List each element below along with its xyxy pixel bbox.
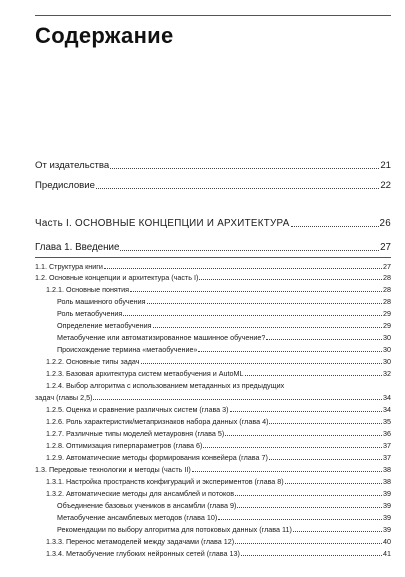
toc-entry-1-2-4[interactable] <box>46 381 391 390</box>
toc-entry-page: 34 <box>383 405 391 414</box>
leader-dots <box>237 507 382 508</box>
leader-dots <box>104 268 382 269</box>
toc-entry-title: Рекомендации по выбору алгоритма для потоковых данных (глава 11) <box>57 525 292 534</box>
toc-entry-role-meta[interactable] <box>57 309 391 318</box>
toc-entry-page: 35 <box>383 417 391 426</box>
leader-dots <box>245 375 383 376</box>
toc-entry-title: 1.2.8. Оптимизация гиперпараметров (глава 6) <box>46 441 203 450</box>
toc-entry-1-2-3[interactable] <box>46 369 391 378</box>
leader-dots <box>291 226 379 227</box>
leader-dots <box>285 483 382 484</box>
toc-entry-page: 28 <box>383 285 391 294</box>
leader-dots <box>120 250 379 251</box>
toc-entry-page: 34 <box>383 393 391 402</box>
leader-dots <box>199 279 382 280</box>
leader-dots <box>235 543 382 544</box>
leader-dots <box>141 363 382 364</box>
toc-entry-title: 1.2.7. Различные типы моделей метауровня (глава 5) <box>46 429 225 438</box>
toc-entry-page: 28 <box>383 273 391 282</box>
leader-dots <box>235 495 382 496</box>
toc-entry-page: 37 <box>383 453 391 462</box>
toc-entry-title: 1.2.3. Базовая архитектура систем метаобучения и AutoML <box>46 369 244 378</box>
toc-entry-1-2-9[interactable] <box>46 453 391 462</box>
toc-entry-role-ml[interactable] <box>57 297 391 306</box>
toc-entry-title: Предисловие <box>35 180 95 191</box>
toc-entry-title: 1.2. Основные концепции и архитектура (часть I) <box>35 273 199 282</box>
leader-dots <box>96 188 379 189</box>
toc-entry-page: 40 <box>383 537 391 546</box>
toc-entry-publisher[interactable] <box>35 160 391 171</box>
toc-entry-origin[interactable] <box>57 345 391 354</box>
toc-entry-page: 30 <box>383 357 391 366</box>
toc-entry-page: 22 <box>380 180 391 191</box>
toc-entry-1-2-7[interactable] <box>46 429 391 438</box>
toc-entry-1-3-2[interactable] <box>46 489 391 498</box>
toc-entry-meta-or-automl[interactable] <box>57 333 391 342</box>
toc-entry-page: 36 <box>383 429 391 438</box>
toc-entry-page: 28 <box>383 297 391 306</box>
toc-entry-definition[interactable] <box>57 321 391 330</box>
leader-dots <box>269 423 382 424</box>
leader-dots <box>230 411 382 412</box>
toc-entry-title: Определение метаобучения <box>57 321 152 330</box>
leader-dots <box>192 471 382 472</box>
toc-entry-1-3[interactable] <box>35 465 391 474</box>
toc-entry-page: 29 <box>383 321 391 330</box>
leader-dots <box>110 168 379 169</box>
toc-entry-1-3-1[interactable] <box>46 477 391 486</box>
toc-entry-title: От издательства <box>35 160 110 171</box>
toc-entry-title: Объединение базовых учеников в ансамбли (глава 9) <box>57 501 237 510</box>
toc-entry-meta-ensembles[interactable] <box>57 513 391 522</box>
toc-entry-page: 27 <box>380 242 391 253</box>
toc-entry-page: 39 <box>383 513 391 522</box>
toc-entry-title: Глава 1. Введение <box>35 242 120 253</box>
leader-dots <box>269 459 382 460</box>
toc-entry-title: 1.2.4. Выбор алгоритма с использованием метаданных из предыдущих <box>46 381 285 390</box>
toc-entry-1-2[interactable] <box>35 273 391 282</box>
toc-entry-page: 38 <box>383 477 391 486</box>
toc-entry-recommendations[interactable] <box>57 525 391 534</box>
leader-dots <box>266 339 382 340</box>
toc-entry-title: 1.3.3. Перенос метамоделей между задачами (глава 12) <box>46 537 235 546</box>
toc-entry-page: 30 <box>383 345 391 354</box>
leader-dots <box>147 303 382 304</box>
toc-entry-page: 39 <box>383 501 391 510</box>
toc-entry-1-2-4-cont[interactable] <box>35 393 391 402</box>
toc-entry-title: Происхождение термина «метаобучение» <box>57 345 198 354</box>
toc-entry-title: 1.2.6. Роль характеристик/метапризнаков набора данных (глава 4) <box>46 417 269 426</box>
toc-entry-1-1[interactable] <box>35 262 391 271</box>
toc-entry-page: 27 <box>383 262 391 271</box>
leader-dots <box>241 555 382 556</box>
toc-entry-page: 41 <box>383 549 391 558</box>
toc-entry-page: 37 <box>383 441 391 450</box>
leader-dots <box>153 327 382 328</box>
leader-dots <box>93 399 382 400</box>
toc-entry-page: 30 <box>383 333 391 342</box>
toc-entry-page: 29 <box>383 309 391 318</box>
toc-entry-title: 1.3.2. Автоматические методы для ансамблей и потоков <box>46 489 235 498</box>
leader-dots <box>123 315 382 316</box>
toc-entry-title: задач (главы 2,5) <box>35 393 93 402</box>
toc-entry-1-2-1[interactable] <box>46 285 391 294</box>
toc-entry-1-3-4[interactable] <box>46 549 391 558</box>
toc-entry-title: 1.2.1. Основные понятия <box>46 285 130 294</box>
toc-entry-title: 1.3.4. Метаобучение глубоких нейронных сетей (глава 13) <box>46 549 240 558</box>
toc-entry-title: 1.3. Передовые технологии и методы (часть II) <box>35 465 191 474</box>
toc-entry-preface[interactable] <box>35 180 391 191</box>
toc-entry-chapter-1[interactable] <box>35 242 391 253</box>
toc-entry-title: Метаобучение ансамблевых методов (глава 10) <box>57 513 218 522</box>
leader-dots <box>225 435 382 436</box>
leader-dots <box>198 351 382 352</box>
toc-entry-page: 38 <box>383 465 391 474</box>
toc-entry-1-2-2[interactable] <box>46 357 391 366</box>
toc-entry-title: Роль метаобучения <box>57 309 123 318</box>
toc-entry-title: 1.1. Структура книги <box>35 262 103 271</box>
toc-entry-title: Роль машинного обучения <box>57 297 146 306</box>
toc-entry-1-2-8[interactable] <box>46 441 391 450</box>
toc-entry-combine[interactable] <box>57 501 391 510</box>
toc-entry-page: 32 <box>383 369 391 378</box>
toc-entry-1-3-3[interactable] <box>46 537 391 546</box>
toc-entry-1-2-6[interactable] <box>46 417 391 426</box>
toc-entry-page: 39 <box>383 489 391 498</box>
leader-dots <box>130 291 382 292</box>
toc-entry-title: Метаобучение или автоматизированное машинное обучение? <box>57 333 266 342</box>
toc-entry-page: 26 <box>379 218 391 229</box>
leader-dots <box>203 447 382 448</box>
page-title: Содержание <box>35 23 174 48</box>
toc-entry-part-1[interactable] <box>35 218 391 229</box>
toc-entry-title: 1.3.1. Настройка пространств конфигураций и экспериментов (глава 8) <box>46 477 284 486</box>
toc-entry-title: 1.2.5. Оценка и сравнение различных систем (глава 3) <box>46 405 229 414</box>
toc-entry-title: Часть I. ОСНОВНЫЕ КОНЦЕПЦИИ И АРХИТЕКТУРА <box>35 218 290 229</box>
toc-entry-title: 1.2.2. Основные типы задач <box>46 357 140 366</box>
toc-entry-title: 1.2.9. Автоматические методы формирования конвейера (глава 7) <box>46 453 268 462</box>
leader-dots <box>218 519 382 520</box>
toc-entry-page: 39 <box>383 525 391 534</box>
chapter-divider <box>35 257 391 258</box>
toc-entry-page: 21 <box>380 160 391 171</box>
leader-dots <box>293 531 382 532</box>
toc-entry-1-2-5[interactable] <box>46 405 391 414</box>
